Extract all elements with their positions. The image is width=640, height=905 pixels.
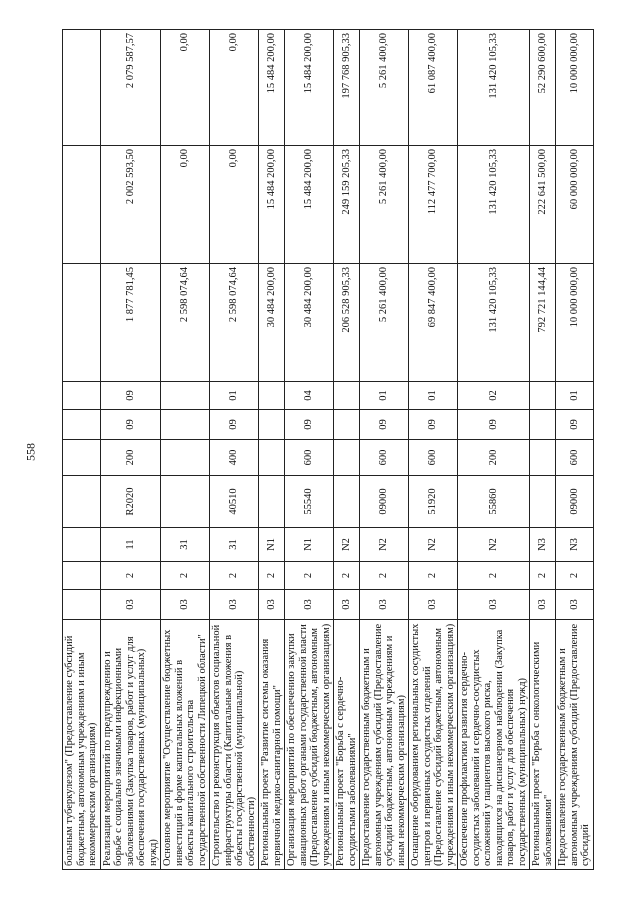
event-code-cell: N1 <box>285 528 334 562</box>
event-code-cell: N2 <box>334 528 360 562</box>
table-row <box>409 30 458 870</box>
amount-year1-cell: 30 484 200,00 <box>259 264 285 382</box>
event-code-cell: 31 <box>210 528 259 562</box>
program-code-cell: 03 <box>458 590 530 620</box>
table-row <box>100 30 161 870</box>
event-code-cell: N2 <box>409 528 458 562</box>
program-code-cell: 03 <box>409 590 458 620</box>
amount-year3-cell: 2 079 587,57 <box>100 30 161 146</box>
subsection-cell <box>63 382 101 410</box>
row-name-cell: Предоставление государственным бюджетным и автономным учреждениям субсидий (Предоставление субсидий бюджетным, автономным учреждениям и иным некоммерческим организациям) <box>360 620 409 870</box>
amount-year3-cell: 131 420 105,33 <box>458 30 530 146</box>
program-code-cell: 03 <box>556 590 594 620</box>
expense-type-cell: 200 <box>100 440 161 476</box>
amount-year3-cell: 52 290 600,00 <box>530 30 556 146</box>
expense-type-cell: 400 <box>210 440 259 476</box>
program-code-cell: 03 <box>259 590 285 620</box>
subsection-cell <box>530 382 556 410</box>
row-name-cell: Обеспечение профилактики развития сердечно-сосудистых заболеваний и сердечно-сосудистых осложнений у пациентов высокого риска, находящихся на диспансерном наблюдении (Закупка товаров, работ и услуг для обеспечения государственных (муниципальных) нужд) <box>458 620 530 870</box>
expense-type-cell: 600 <box>285 440 334 476</box>
section-cell <box>334 410 360 440</box>
program-code-cell: 03 <box>334 590 360 620</box>
table-row <box>530 30 556 870</box>
subsection-cell: 01 <box>360 382 409 410</box>
amount-year1-cell <box>63 264 101 382</box>
section-cell <box>259 410 285 440</box>
direction-code-cell: R2020 <box>100 476 161 528</box>
subprogram-code-cell: 2 <box>259 562 285 590</box>
direction-code-cell <box>63 476 101 528</box>
rotated-page <box>62 30 612 870</box>
row-name-cell: Строительство и реконструкция объектов социальной инфраструктуры области (Капитальные вложения в объекты государственной (муниципальной) собственности) <box>210 620 259 870</box>
table-row <box>259 30 285 870</box>
subprogram-code-cell: 2 <box>458 562 530 590</box>
program-code-cell <box>63 590 101 620</box>
amount-year2-cell: 131 420 105,33 <box>458 146 530 264</box>
subprogram-code-cell: 2 <box>100 562 161 590</box>
direction-code-cell: 51920 <box>409 476 458 528</box>
row-name-cell: Предоставление государственным бюджетным и автономным учреждениям субсидий (Предоставление субсидий <box>556 620 594 870</box>
expense-type-cell: 600 <box>556 440 594 476</box>
amount-year1-cell: 1 877 781,45 <box>100 264 161 382</box>
row-name-cell: больным туберкулезом" (Предоставление субсидий бюджетным, автономным учреждениям и иным некоммерческим организациям) <box>63 620 101 870</box>
expense-type-cell: 600 <box>360 440 409 476</box>
event-code-cell <box>63 528 101 562</box>
direction-code-cell: 55860 <box>458 476 530 528</box>
table-row <box>360 30 409 870</box>
amount-year3-cell: 61 087 400,00 <box>409 30 458 146</box>
event-code-cell: N2 <box>360 528 409 562</box>
event-code-cell: N3 <box>530 528 556 562</box>
amount-year1-cell: 69 847 400,00 <box>409 264 458 382</box>
row-name-cell: Оснащение оборудованием региональных сосудистых центров и первичных сосудистых отделений (Предоставление субсидий бюджетным, автономным учреждениям и иным некоммерческим организациям) <box>409 620 458 870</box>
amount-year2-cell: 15 484 200,00 <box>259 146 285 264</box>
table-row <box>458 30 530 870</box>
amount-year1-cell: 10 000 000,00 <box>556 264 594 382</box>
amount-year2-cell: 222 641 500,00 <box>530 146 556 264</box>
program-code-cell: 03 <box>161 590 210 620</box>
subprogram-code-cell: 2 <box>556 562 594 590</box>
section-cell <box>63 410 101 440</box>
table-row <box>161 30 210 870</box>
amount-year3-cell: 15 484 200,00 <box>285 30 334 146</box>
subprogram-code-cell: 2 <box>530 562 556 590</box>
subprogram-code-cell: 2 <box>360 562 409 590</box>
subsection-cell: 04 <box>285 382 334 410</box>
direction-code-cell: 09000 <box>360 476 409 528</box>
amount-year1-cell: 30 484 200,00 <box>285 264 334 382</box>
amount-year3-cell: 0,00 <box>161 30 210 146</box>
event-code-cell: N1 <box>259 528 285 562</box>
amount-year1-cell: 206 528 905,33 <box>334 264 360 382</box>
subsection-cell <box>334 382 360 410</box>
direction-code-cell <box>530 476 556 528</box>
section-cell: 09 <box>210 410 259 440</box>
row-name-cell: Региональный проект "Борьба с сердечно-сосудистыми заболеваниями" <box>334 620 360 870</box>
amount-year1-cell: 5 261 400,00 <box>360 264 409 382</box>
subsection-cell <box>161 382 210 410</box>
amount-year2-cell: 0,00 <box>161 146 210 264</box>
expense-type-cell <box>63 440 101 476</box>
amount-year1-cell: 792 721 144,44 <box>530 264 556 382</box>
section-cell: 09 <box>100 410 161 440</box>
program-code-cell: 03 <box>210 590 259 620</box>
amount-year2-cell: 15 484 200,00 <box>285 146 334 264</box>
amount-year3-cell: 0,00 <box>210 30 259 146</box>
section-cell: 09 <box>409 410 458 440</box>
subprogram-code-cell: 2 <box>285 562 334 590</box>
amount-year2-cell: 5 261 400,00 <box>360 146 409 264</box>
program-code-cell: 03 <box>360 590 409 620</box>
subprogram-code-cell: 2 <box>161 562 210 590</box>
table-row <box>556 30 594 870</box>
expense-type-cell <box>334 440 360 476</box>
subsection-cell: 01 <box>409 382 458 410</box>
subprogram-code-cell <box>63 562 101 590</box>
amount-year2-cell: 0,00 <box>210 146 259 264</box>
subsection-cell: 09 <box>100 382 161 410</box>
amount-year3-cell: 15 484 200,00 <box>259 30 285 146</box>
event-code-cell: 11 <box>100 528 161 562</box>
row-name-cell: Основное мероприятие "Осуществление бюджетных инвестиций в форме капитальных вложений в объекты капитального строительства государственной собственности Липецкой области" <box>161 620 210 870</box>
subsection-cell <box>259 382 285 410</box>
subprogram-code-cell: 2 <box>210 562 259 590</box>
expense-type-cell <box>530 440 556 476</box>
amount-year1-cell: 131 420 105,33 <box>458 264 530 382</box>
program-code-cell: 03 <box>285 590 334 620</box>
page-number: 558 <box>23 443 38 461</box>
expense-type-cell: 600 <box>409 440 458 476</box>
program-code-cell: 03 <box>530 590 556 620</box>
row-name-cell: Реализация мероприятий по предупреждению и борьбе с социально значимыми инфекционными заболеваниями (Закупка товаров, работ и услуг для обеспечения государственных (муниципальных) нужд) <box>100 620 161 870</box>
amount-year3-cell <box>63 30 101 146</box>
expense-type-cell: 200 <box>458 440 530 476</box>
section-cell: 09 <box>556 410 594 440</box>
subsection-cell: 01 <box>556 382 594 410</box>
row-name-cell: Региональный проект "Развитие системы оказания первичной медико-санитарной помощи" <box>259 620 285 870</box>
event-code-cell: 31 <box>161 528 210 562</box>
section-cell: 09 <box>285 410 334 440</box>
row-name-cell: Организация мероприятий по обеспечению закупки авиационных работ органами государственной власти (Предоставление субсидий бюджетным, автономным учреждениям и иным некоммерческим организациям) <box>285 620 334 870</box>
amount-year2-cell: 112 477 700,00 <box>409 146 458 264</box>
row-name-cell: Региональный проект "Борьба с онкологическими заболеваниями" <box>530 620 556 870</box>
subprogram-code-cell: 2 <box>409 562 458 590</box>
expense-type-cell <box>259 440 285 476</box>
subsection-cell: 01 <box>210 382 259 410</box>
subsection-cell: 02 <box>458 382 530 410</box>
amount-year2-cell <box>63 146 101 264</box>
amount-year1-cell: 2 598 074,64 <box>161 264 210 382</box>
section-cell: 09 <box>360 410 409 440</box>
expense-type-cell <box>161 440 210 476</box>
program-code-cell: 03 <box>100 590 161 620</box>
table-row <box>285 30 334 870</box>
amount-year1-cell: 2 598 074,64 <box>210 264 259 382</box>
event-code-cell: N2 <box>458 528 530 562</box>
section-cell <box>530 410 556 440</box>
section-cell: 09 <box>458 410 530 440</box>
amount-year3-cell: 5 261 400,00 <box>360 30 409 146</box>
event-code-cell: N3 <box>556 528 594 562</box>
amount-year2-cell: 60 000 000,00 <box>556 146 594 264</box>
direction-code-cell: 55540 <box>285 476 334 528</box>
amount-year3-cell: 197 768 905,33 <box>334 30 360 146</box>
budget-table <box>62 29 594 870</box>
direction-code-cell <box>259 476 285 528</box>
section-cell <box>161 410 210 440</box>
table-row <box>334 30 360 870</box>
amount-year2-cell: 2 002 593,50 <box>100 146 161 264</box>
amount-year3-cell: 10 000 000,00 <box>556 30 594 146</box>
direction-code-cell <box>161 476 210 528</box>
direction-code-cell: 40510 <box>210 476 259 528</box>
amount-year2-cell: 249 159 205,33 <box>334 146 360 264</box>
table-row <box>63 30 101 870</box>
subprogram-code-cell: 2 <box>334 562 360 590</box>
direction-code-cell: 09000 <box>556 476 594 528</box>
table-row <box>210 30 259 870</box>
direction-code-cell <box>334 476 360 528</box>
